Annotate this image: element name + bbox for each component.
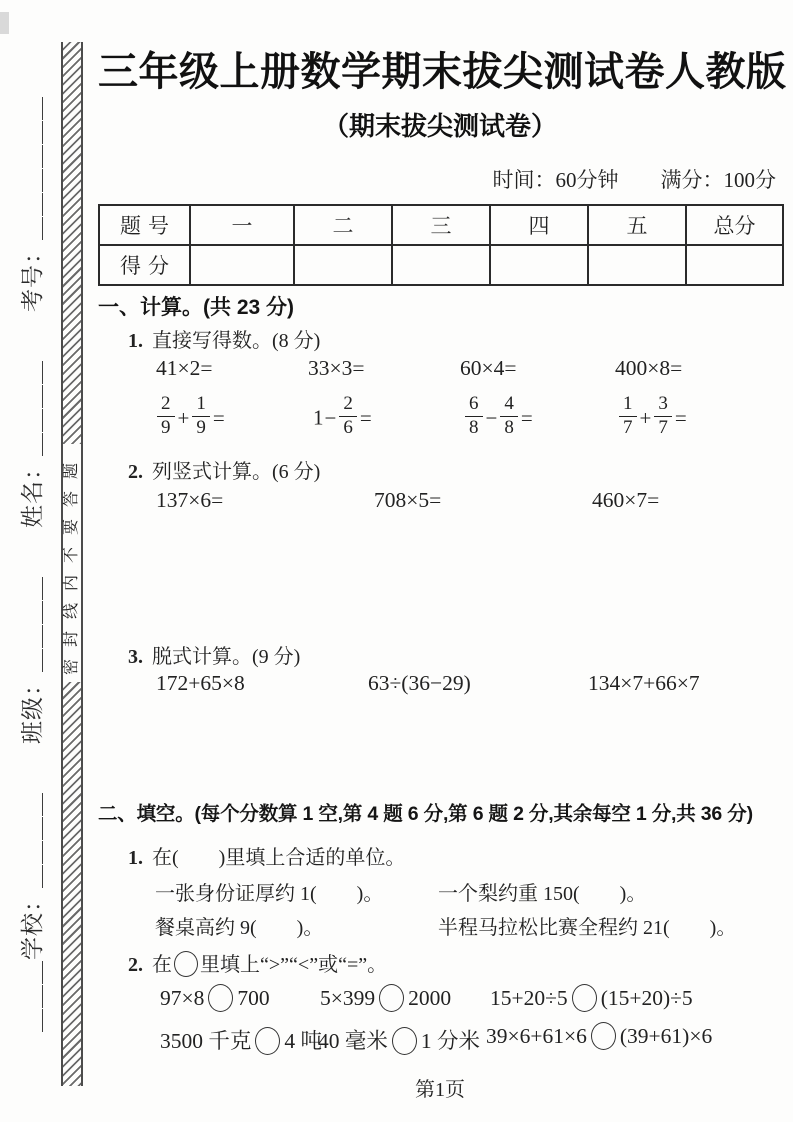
question-number: 3. — [128, 646, 143, 668]
seal-hatching-top — [63, 42, 81, 444]
compare-item: 97×8 700 — [160, 986, 270, 1014]
answer-circle — [392, 1027, 417, 1055]
score-table-header-row — [99, 205, 783, 245]
equation: 400×8= — [615, 356, 683, 380]
score-blank-cell — [686, 245, 783, 285]
fraction-calc-row — [98, 392, 782, 446]
section1-q3-label — [128, 640, 300, 669]
compare-item: 3500 千克 4 吨 — [160, 1024, 322, 1057]
fraction-equation: $\frac{6}{8}$ − $\frac{4}{8}$ = — [463, 396, 534, 440]
score-blank-cell — [392, 245, 490, 285]
cell-total: 总分 — [686, 205, 783, 245]
equation: 137×6= — [156, 488, 224, 512]
student-info-column — [17, 96, 49, 1032]
section1-heading: 一、计算。(共 23 分) — [98, 296, 295, 319]
equation: 134×7+66×7 — [588, 671, 700, 695]
question-text: 在( )里填上合适的单位。 — [152, 847, 406, 869]
equation: 60×4= — [460, 356, 517, 380]
page-subtitle: （期末拔尖测试卷） — [322, 111, 557, 141]
unit-item: 一张身份证厚约 1( )。 — [155, 883, 384, 905]
fraction: $\frac{4}{8}$ — [500, 394, 518, 438]
seal-text: 密封线内不要答题 — [63, 451, 80, 676]
score-blank-cell — [490, 245, 588, 285]
unit-fill-row — [98, 911, 782, 939]
cell-question-number: 题号 — [99, 205, 190, 245]
question-text: 脱式计算。(9 分) — [152, 646, 301, 668]
seal-hatching-bottom — [63, 682, 81, 1086]
compare-row — [98, 986, 782, 1016]
answer-circle — [572, 984, 597, 1012]
cell-score-label: 得分 — [99, 245, 190, 285]
exam-content — [98, 0, 787, 1122]
fraction: $\frac{2}{6}$ — [339, 394, 357, 438]
fraction-equation: $\frac{1}{7}$ + $\frac{3}{7}$ = — [617, 396, 688, 440]
question-text-suffix: 里填上“>”“<”或“=”。 — [200, 954, 388, 976]
mixed-calc-row — [98, 671, 782, 699]
time-score-meta: 时间：60分钟 满分：100分 — [492, 168, 776, 192]
answer-circle — [591, 1022, 616, 1050]
section2-heading: 二、填空。(每个分数算 1 空,第 4 题 6 分,第 6 题 2 分,其余每空 1 分,共 36 分) — [98, 803, 753, 825]
score-table-score-row — [99, 245, 783, 285]
cell-section-5: 五 — [588, 205, 686, 245]
equation: 708×5= — [374, 488, 442, 512]
compare-item: 39×6+61×6 (39+61)×6 — [486, 1024, 712, 1052]
question-number: 2. — [128, 954, 143, 976]
question-number: 1. — [128, 330, 143, 352]
scan-artifact — [0, 12, 9, 34]
unit-item: 餐桌高约 9( )。 — [155, 917, 324, 939]
score-blank-cell — [588, 245, 686, 285]
fraction: $\frac{2}{9}$ — [157, 394, 175, 438]
compare-item: 5×399 2000 — [320, 986, 451, 1014]
compare-row — [98, 1024, 782, 1054]
compare-item: 15+20÷5 (15+20)÷5 — [490, 986, 693, 1014]
cell-section-2: 二 — [294, 205, 392, 245]
fraction: $\frac{1}{9}$ — [192, 394, 210, 438]
equation: 41×2= — [156, 356, 213, 380]
fraction-equation: 1− $\frac{2}{6}$ = — [313, 393, 372, 438]
question-number: 1. — [128, 847, 143, 869]
cell-section-1: 一 — [190, 205, 294, 245]
question-text: 列竖式计算。(6 分) — [152, 461, 321, 483]
seal-text-box — [63, 444, 81, 682]
equation: 33×3= — [308, 356, 365, 380]
equation: 460×7= — [592, 488, 660, 512]
direct-calc-row — [98, 356, 782, 384]
equation: 63÷(36−29) — [368, 671, 471, 695]
question-text-prefix: 在 — [152, 954, 172, 976]
score-table — [98, 204, 784, 286]
score-blank-cell — [190, 245, 294, 285]
question-number: 2. — [128, 461, 143, 483]
seal-strip — [61, 42, 83, 1086]
fraction-equation: $\frac{2}{9}$ + $\frac{1}{9}$ = — [155, 396, 226, 440]
score-blank-cell — [294, 245, 392, 285]
compare-item: 40 毫米 1 分米 — [318, 1024, 480, 1057]
unit-fill-row — [98, 877, 782, 905]
answer-circle — [255, 1027, 280, 1055]
answer-circle — [174, 951, 198, 977]
answer-circle — [379, 984, 404, 1012]
question-text: 直接写得数。(8 分) — [152, 330, 321, 352]
cell-section-4: 四 — [490, 205, 588, 245]
page-number: 第1页 — [415, 1079, 465, 1101]
section1-q1-label — [128, 324, 320, 353]
fraction: $\frac{3}{7}$ — [654, 394, 672, 438]
fraction: $\frac{6}{8}$ — [465, 394, 483, 438]
unit-item: 一个梨约重 150( )。 — [438, 883, 647, 905]
student-info-fields: ＿＿＿学校：＿＿＿＿ 班级：＿＿＿＿ 姓名：＿＿＿＿ 考号：＿＿＿＿＿＿ — [20, 96, 45, 1032]
section2-q1-label — [128, 841, 405, 870]
section2-q2-label — [128, 948, 387, 979]
answer-circle — [208, 984, 233, 1012]
unit-item: 半程马拉松比赛全程约 21( )。 — [438, 917, 737, 939]
section1-q2-label — [128, 455, 320, 484]
cell-section-3: 三 — [392, 205, 490, 245]
column-calc-row — [98, 488, 782, 516]
fraction: $\frac{1}{7}$ — [619, 394, 637, 438]
equation: 172+65×8 — [156, 671, 245, 695]
page-title: 三年级上册数学期末拔尖测试卷人教版 — [98, 50, 787, 94]
